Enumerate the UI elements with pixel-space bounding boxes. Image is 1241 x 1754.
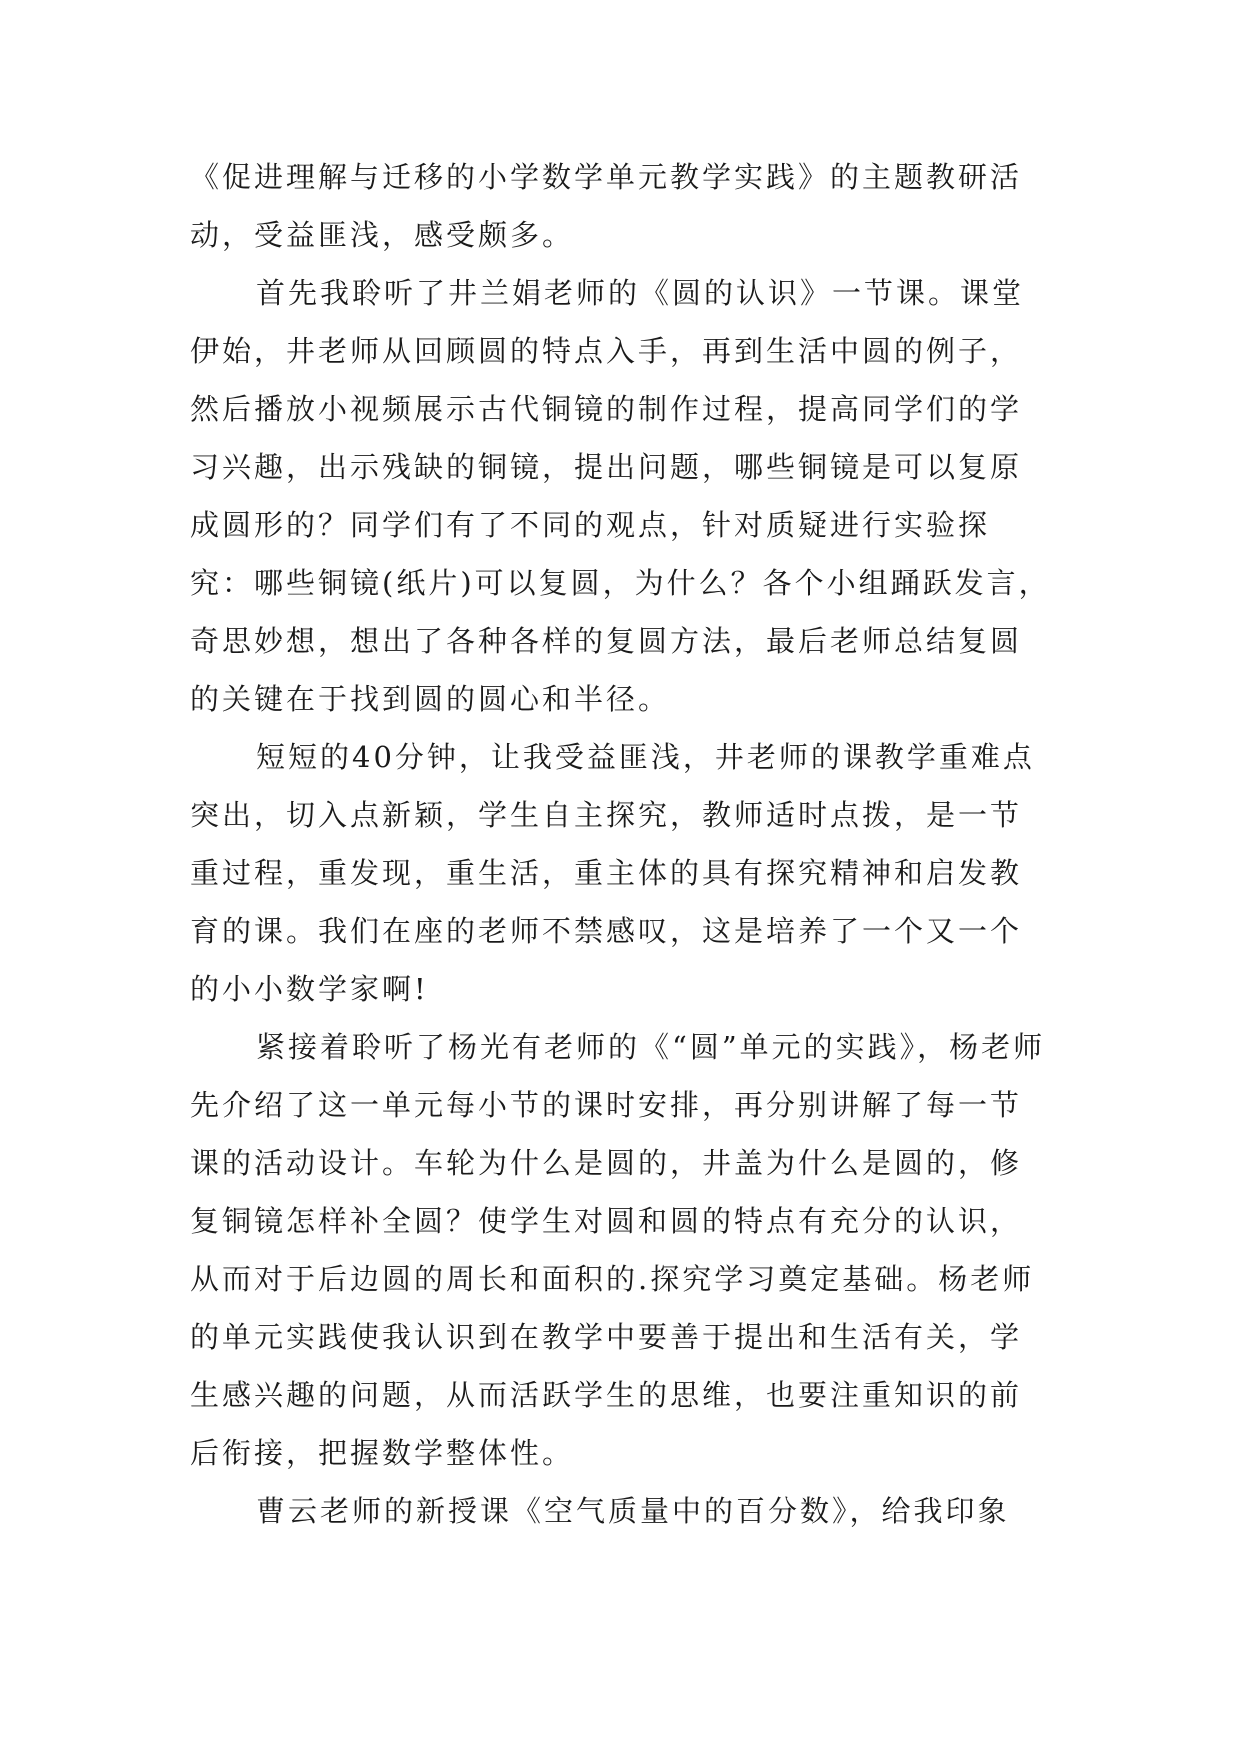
- paragraph-5: 曹云老师的新授课《空气质量中的百分数》，给我印象: [256, 1494, 1010, 1528]
- paragraph-3: 短短的40分钟，让我受益匪浅，井老师的课教学重难点突出，切入点新颖，学生自主探究，教师适时点拨，是一节重过程，重发现，重生活，重主体的具有探究精神和启发教育的课。我们在座的老师不禁感叹，这是培养了一个又一个的小小数学家啊!: [190, 740, 1035, 1006]
- paragraph-4: 紧接着聆听了杨光有老师的《“圆”单元的实践》，杨老师先介绍了这一单元每小节的课时安排，再分别讲解了每一节课的活动设计。车轮为什么是圆的，井盖为什么是圆的，修复铜镜怎样补全圆？使学生对圆和圆的特点有充分的认识，从而对于后边圆的周长和面积的.探究学习奠定基础。杨老师的单元实践使我认识到在教学中要善于提出和生活有关，学生感兴趣的问题，从而活跃学生的思维，也要注重知识的前后衔接，把握数学整体性。: [190, 1030, 1046, 1470]
- paragraph-1: 《促进理解与迁移的小学数学单元教学实践》的主题教研活动，受益匪浅，感受颇多。: [190, 160, 1023, 252]
- document-body: [190, 148, 1052, 1540]
- paragraph-2: 首先我聆听了井兰娟老师的《圆的认识》一节课。课堂伊始，井老师从回顾圆的特点入手，再到生活中圆的例子，然后播放小视频展示古代铜镜的制作过程，提高同学们的学习兴趣，出示残缺的铜镜，提出问题，哪些铜镜是可以复原成圆形的？同学们有了不同的观点，针对质疑进行实验探究：哪些铜镜(纸片)可以复圆，为什么？各个小组踊跃发言，奇思妙想，想出了各种各样的复圆方法，最后老师总结复圆的关键在于找到圆的圆心和半径。: [190, 276, 1051, 716]
